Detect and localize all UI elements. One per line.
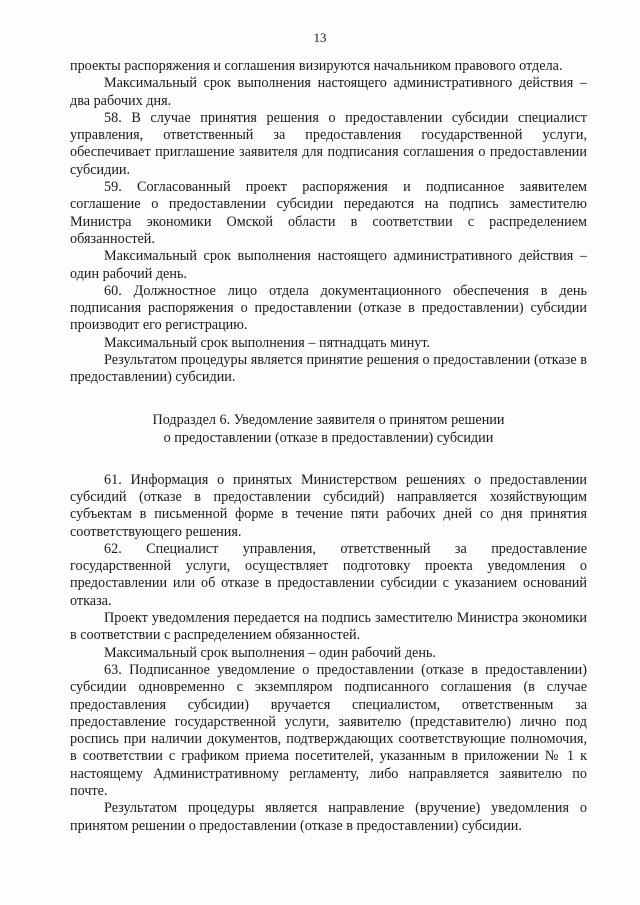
paragraphs-after-heading [70,472,587,835]
subsection-heading-line-2: о предоставлении (отказе в предоставлении) субсидии [163,429,494,446]
paragraph: Результатом процедуры является направление (вручение) уведомления о принятом решении о предоставлении (отказе в предоставлении) субсидии. [70,800,587,834]
paragraphs-before-heading [70,58,587,387]
paragraph: Максимальный срок выполнения настоящего административного действия – один рабочий день. [70,248,587,282]
paragraph: проекты распоряжения и соглашения визируются начальником правового отдела. [70,58,563,74]
paragraph: 59. Согласованный проект распоряжения и подписанное заявителем соглашение о предоставлении субсидии передаются на подпись заместителю Министра экономики Омской области в соответствии с распределением обязанностей. [70,179,587,247]
paragraph: 61. Информация о принятых Министерством решениях о предоставлении субсидий (отказе в предоставлении субсидий) направляется хозяйствующим субъектам в письменной форме в течение пяти рабочих дней со дня принятия соответствующего решения. [70,471,587,540]
page-number: 13 [313,30,327,45]
subsection-heading-line-1: Подраздел 6. Уведомление заявителя о принятом решении [152,411,505,428]
paragraph: 62. Специалист управления, ответственный за предоставление государственной услуги, осуществляет подготовку проекта уведомления о предоставлении или об отказе в предоставлении субсидии с указанием оснований отказа. [70,540,587,609]
paragraph: 58. В случае принятия решения о предоставлении субсидии специалист управления, ответственный за предоставления государственной услуги, обеспечивает приглашение заявителя для подписания соглашения о предоставлении субсидии. [70,109,587,178]
paragraph: Максимальный срок выполнения настоящего административного действия – два рабочих дня. [70,75,587,109]
paragraph: Результатом процедуры является принятие решения о предоставлении (отказе в предоставлении) субсидии. [70,352,587,386]
paragraph: Максимальный срок выполнения – пятнадцать минут. [104,334,431,351]
paragraph: 60. Должностное лицо отдела документационного обеспечения в день подписания распоряжения о предоставлении (отказе в предоставлении) субсидии производит его регистрацию. [70,282,587,334]
document-body [70,58,587,835]
subsection-heading [70,411,587,447]
paragraph: Максимальный срок выполнения – один рабочий день. [104,644,436,661]
paragraph: 63. Подписанное уведомление о предоставлении (отказе в предоставлении) субсидии одновременно с экземпляром подписанного соглашения (в случае предоставления субсидии) вручается специалистом, ответственным за предоставление государственной услуги, заявителю (представителю) лично под роспись при наличии документов, подтверждающих соответствующие полномочия, в соответствии с графиком приема посетителей, указанным в приложении № 1 к настоящему Административному регламенту, либо направляется заявителю по почте. [70,661,587,799]
paragraph: Проект уведомления передается на подпись заместителю Министра экономики в соответствии с распределением обязанностей. [70,610,587,644]
